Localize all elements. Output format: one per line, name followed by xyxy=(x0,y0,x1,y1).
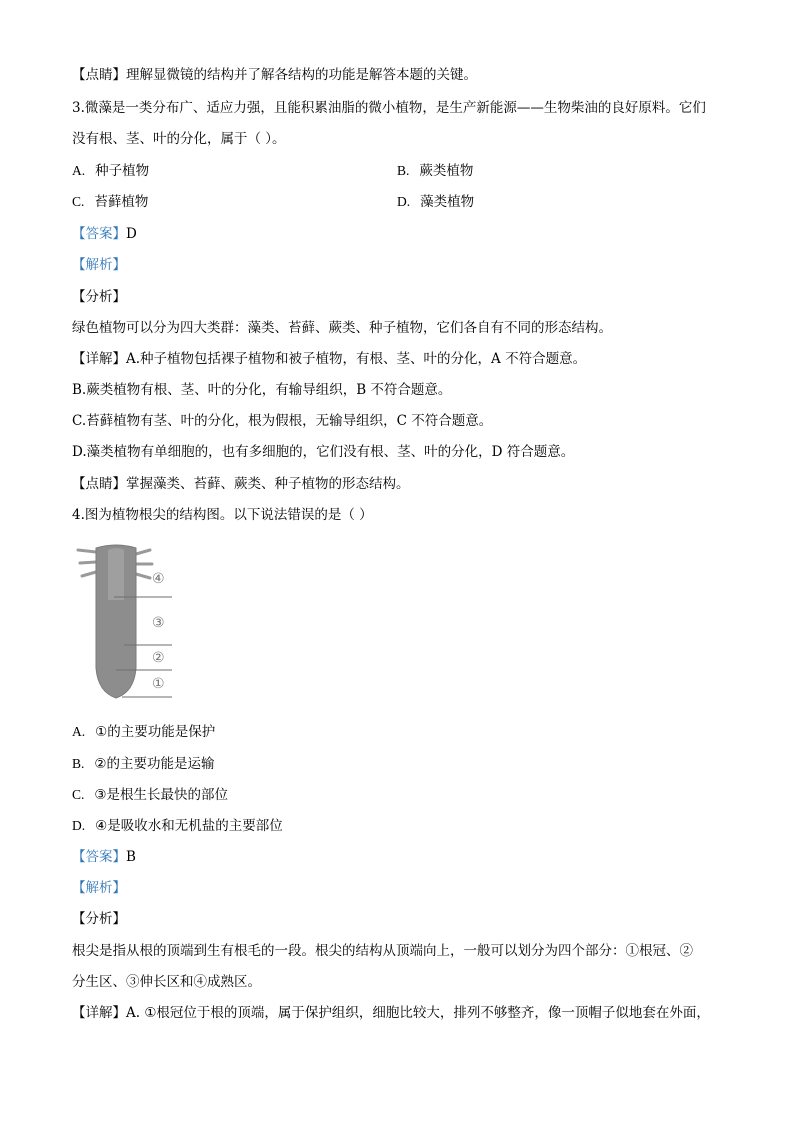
q4-analysis-tag: 【解析】 xyxy=(72,880,126,896)
q3-detail-d: D.藻类植物有单细胞的，也有多细胞的，它们没有根、茎、叶的分化，D 符合题意。 xyxy=(72,444,575,460)
q4-fenxi-line2: 分生区、③伸长区和④成熟区。 xyxy=(72,974,261,990)
q3-detail-b: B.蕨类植物有根、茎、叶的分化，有输导组织，B 不符合题意。 xyxy=(72,382,452,398)
option-letter: D. xyxy=(397,194,411,209)
q3-option-a xyxy=(72,162,149,180)
option-text: ③是根生长最快的部位 xyxy=(94,787,228,803)
q3-fenxi-tag: 【分析】 xyxy=(72,289,126,305)
option-letter: B. xyxy=(397,163,410,178)
q3-answer xyxy=(72,225,137,243)
root-tip-figure xyxy=(72,540,182,702)
option-letter: C. xyxy=(72,787,85,802)
answer-value: D xyxy=(126,226,137,242)
q4-fenxi-tag: 【分析】 xyxy=(72,911,126,927)
option-text: ①的主要功能是保护 xyxy=(95,724,216,740)
option-text: ④是吸收水和无机盐的主要部位 xyxy=(95,818,283,834)
q4-option-b xyxy=(72,755,215,773)
vascular-core xyxy=(108,548,124,600)
q4-fenxi-line1: 根尖是指从根的顶端到生有根毛的一段。根尖的结构从顶端向上，一般可以划分为四个部分：①根冠、② xyxy=(72,943,693,959)
q3-stem-line2: 没有根、茎、叶的分化，属于（ ）。 xyxy=(72,131,286,147)
option-letter: A. xyxy=(72,724,86,739)
option-letter: B. xyxy=(72,756,85,771)
q4-option-a xyxy=(72,723,215,741)
q3-fenxi: 绿色植物可以分为四大类群：藻类、苔藓、蕨类、种子植物，它们各自有不同的形态结构。 xyxy=(72,320,612,336)
q3-comment: 【点睛】掌握藻类、苔藓、蕨类、种子植物的形态结构。 xyxy=(72,476,410,492)
q4-answer xyxy=(72,848,136,866)
answer-tag: 【答案】 xyxy=(72,226,126,242)
q4-option-c xyxy=(72,786,228,804)
option-text: 蕨类植物 xyxy=(419,163,474,179)
q4-option-d xyxy=(72,817,283,835)
q4-stem: 4.图为植物根尖的结构图。以下说法错误的是（ ） xyxy=(72,507,373,523)
option-text: 苔藓植物 xyxy=(94,194,149,210)
option-text: 种子植物 xyxy=(95,163,150,179)
option-letter: C. xyxy=(72,194,85,209)
option-letter: D. xyxy=(72,818,86,833)
root-tip-diagram xyxy=(72,540,182,702)
q3-stem-line1: 3.微藻是一类分布广、适应力强，且能积累油脂的微小植物，是生产新能源——生物柴油的良好原料。它们 xyxy=(72,100,706,116)
q3-detail-a: 【详解】A.种子植物包括裸子植物和被子植物，有根、茎、叶的分化，A 不符合题意。 xyxy=(72,351,587,367)
q2-comment: 【点睛】理解显微镜的结构并了解各结构的功能是解答本题的关键。 xyxy=(72,67,477,83)
q3-option-c xyxy=(72,193,148,211)
q4-detail-line1: 【详解】A. ①根冠位于根的顶端，属于保护组织，细胞比较大，排列不够整齐，像一顶帽子似地套在外面， xyxy=(72,1005,710,1021)
label-2: ② xyxy=(152,650,165,666)
label-3: ③ xyxy=(152,615,165,631)
q3-analysis-tag: 【解析】 xyxy=(72,257,126,273)
answer-tag: 【答案】 xyxy=(72,849,126,865)
q3-option-b xyxy=(397,162,473,180)
q3-option-d xyxy=(397,193,474,211)
label-4: ④ xyxy=(152,571,165,587)
q3-detail-c: C.苔藓植物有茎、叶的分化，根为假根，无输导组织，C 不符合题意。 xyxy=(72,413,493,429)
label-1: ① xyxy=(152,676,165,692)
answer-value: B xyxy=(126,849,136,865)
option-text: ②的主要功能是运输 xyxy=(94,756,215,772)
option-text: 藻类植物 xyxy=(420,194,475,210)
option-letter: A. xyxy=(72,163,86,178)
